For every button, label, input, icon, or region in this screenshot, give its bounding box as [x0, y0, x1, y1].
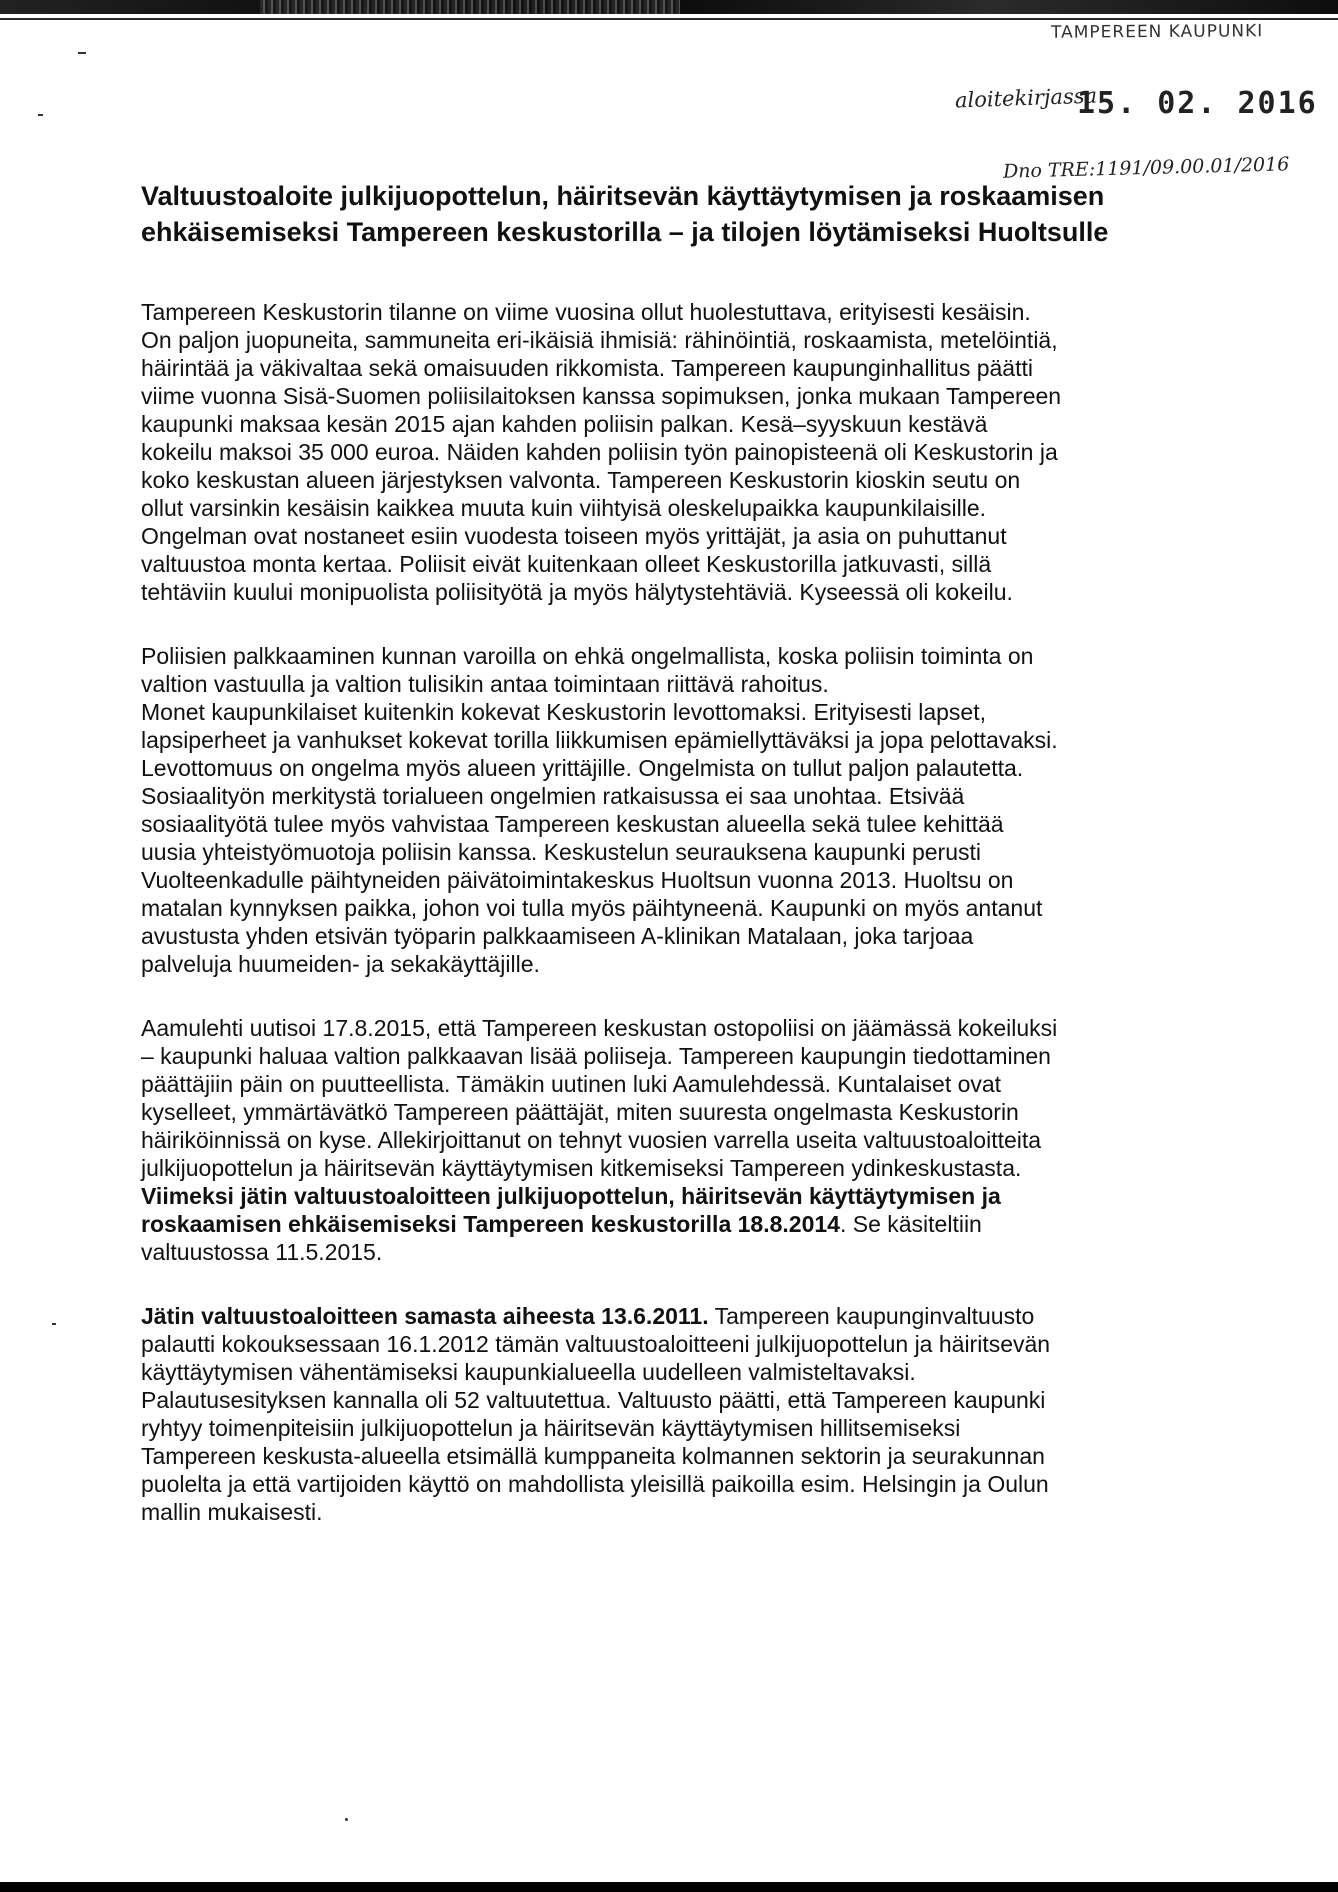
paragraph-previous-initiatives-bold: Viimeksi jätin valtuustoaloitteen julkijuopottelun, häiritsevän käyttäytymisen ja roskaamisen ehkäisemiseksi Tampereen keskustorilla 18.8.2014 — [141, 1183, 1001, 1237]
scan-speck — [345, 1818, 348, 1821]
paragraph-previous-initiatives-text: Aamulehti uutisoi 17.8.2015, että Tampereen keskustan ostopoliisi on jäämässä kokeiluksi – kaupunki haluaa valtion palkkaavan lisää poliiseja. Tampereen kaupungin tiedottaminen päättäjiin päin on puutteellista. Tämäkin uutinen luki Aamulehdessä. Kuntalaiset ovat kyselleet, ymmärtävätkö Tampereen päättäjät, miten suuresta ongelmasta Keskustorin häiriköinnissä on kyse. Allekirjoittanut on tehnyt vuosien varrella useita valtuustoaloitteita julkijuopottelun ja häiritsevän käyttäytymisen kitkemiseksi Tampereen ydinkeskustasta. — [141, 1015, 1058, 1181]
scan-speck — [52, 1323, 56, 1325]
city-stamp: TAMPEREEN KAUPUNKI — [1050, 21, 1264, 43]
paragraph-2011-initiative-text: Tampereen kaupunginvaltuusto palautti kokouksessaan 16.1.2012 tämän valtuustoaloitteeni julkijuopottelun ja häiritsevän käyttäytymisen vähentämiseksi kaupunkialueella uudelleen valmisteltavaksi. Palautusesityksen kannalla oli 52 valtuutettua. Valtuusto päätti, että Tampereen kaupunki ryhtyy toimenpiteisiin julkijuopottelun ja häiritsevän käyttäytymisen hillitsemiseksi Tampereen keskusta-alueella etsimällä kumppaneita kolmannen sektorin ja seurakunnan puolelta ja että vartijoiden käyttö on mahdollista yleisillä paikoilla esim. Helsingin ja Oulun mallin mukaisesti. — [141, 1303, 1051, 1525]
scan-speck — [78, 52, 86, 54]
paragraph-situation: Tampereen Keskustorin tilanne on viime vuosina ollut huolestuttava, erityisesti kesäisin. On paljon juopuneita, sammuneita eri-ikäisiä ihmisiä: rähinöintiä, roskaamista, metelöintiä, häirintää ja väkivaltaa sekä omaisuuden rikkomista. Tampereen kaupunginhallitus päätti viime vuonna Sisä-Suomen poliisilaitoksen kanssa sopimuksen, jonka mukaan Tampereen kaupunki maksaa kesän 2015 ajan kahden poliisin palkan. Kesä–syyskuun kestävä kokeilu maksoi 35 000 euroa. Näiden kahden poliisin työn painopisteenä oli Keskustorin ja koko keskustan alueen järjestyksen valvonta. Tampereen Keskustorin kioskin seutu on ollut varsinkin kesäisin kaikkea muuta kuin viihtyisä oleskelupaikka kaupunkilaisille. Ongelman ovat nostaneet esiin vuodesta toiseen myös yrittäjät, ja asia on puhuttanut valtuustoa monta kertaa. Poliisit eivät kuitenkaan olleet Keskustorilla jatkuvasti, sillä tehtäviin kuului monipuolista poliisityötä ja myös hälytystehtäviä. Kyseessä oli kokeilu. — [141, 299, 1062, 605]
paragraph-previous-initiatives-tail: . Se käsiteltiin valtuustossa 11.5.2015. — [141, 1211, 982, 1265]
paragraph-previous-initiatives — [141, 1014, 1221, 1266]
paragraph-2011-initiative-bold: Jätin valtuustoaloitteen samasta aiheesta 13.6.2011. — [141, 1303, 709, 1329]
handwritten-reference-number: Dno TRE:1191/09.00.01/2016 — [1002, 153, 1290, 183]
top-rule — [0, 18, 1338, 20]
received-date-stamp: 15. 02. 2016 — [1077, 86, 1318, 121]
paragraph-2011-initiative — [141, 1302, 1221, 1526]
handwritten-received-note: aloitekirjassa — [954, 83, 1098, 113]
document-body — [141, 178, 1221, 1562]
paragraph-police-funding: Poliisien palkkaaminen kunnan varoilla on ehkä ongelmallista, koska poliisin toiminta on valtion vastuulla ja valtion tulisikin antaa toimintaan riittävä rahoitus. Monet kaupunkilaiset kuitenkin kokevat Keskustorin levottomaksi. Erityisesti lapset, lapsiperheet ja vanhukset kokevat torilla liikkumisen epämiellyttäväksi ja jopa pelottavaksi. Levottomuus on ongelma myös alueen yrittäjille. Ongelmista on tullut paljon palautetta. Sosiaalityön merkitystä torialueen ongelmien ratkaisussa ei saa unohtaa. Etsivää sosiaalityötä tulee myös vahvistaa Tampereen keskustan alueella sekä tulee kehittää uusia yhteistyömuotoja poliisin kanssa. Keskustelun seurauksena kaupunki perusti Vuolteenkadulle päihtyneiden päivätoimintakeskus Huoltsun vuonna 2013. Huoltsu on matalan kynnyksen paikka, johon voi tulla myös päihtyneenä. Kaupunki on myös antanut avustusta yhden etsivän työparin palkkaamiseen A-klinikan Matalaan, joka tarjoaa palveluja huumeiden- ja sekakäyttäjille. — [141, 643, 1058, 977]
scan-top-noise — [260, 0, 680, 14]
scan-bottom-edge — [0, 1882, 1338, 1892]
scan-speck — [38, 114, 43, 116]
document-title: Valtuustoaloite julkijuopottelun, häiritsevän käyttäytymisen ja roskaamisen ehkäisemiseksi Tampereen keskustorilla – ja tilojen löytämiseksi Huoltsulle — [141, 181, 1109, 247]
